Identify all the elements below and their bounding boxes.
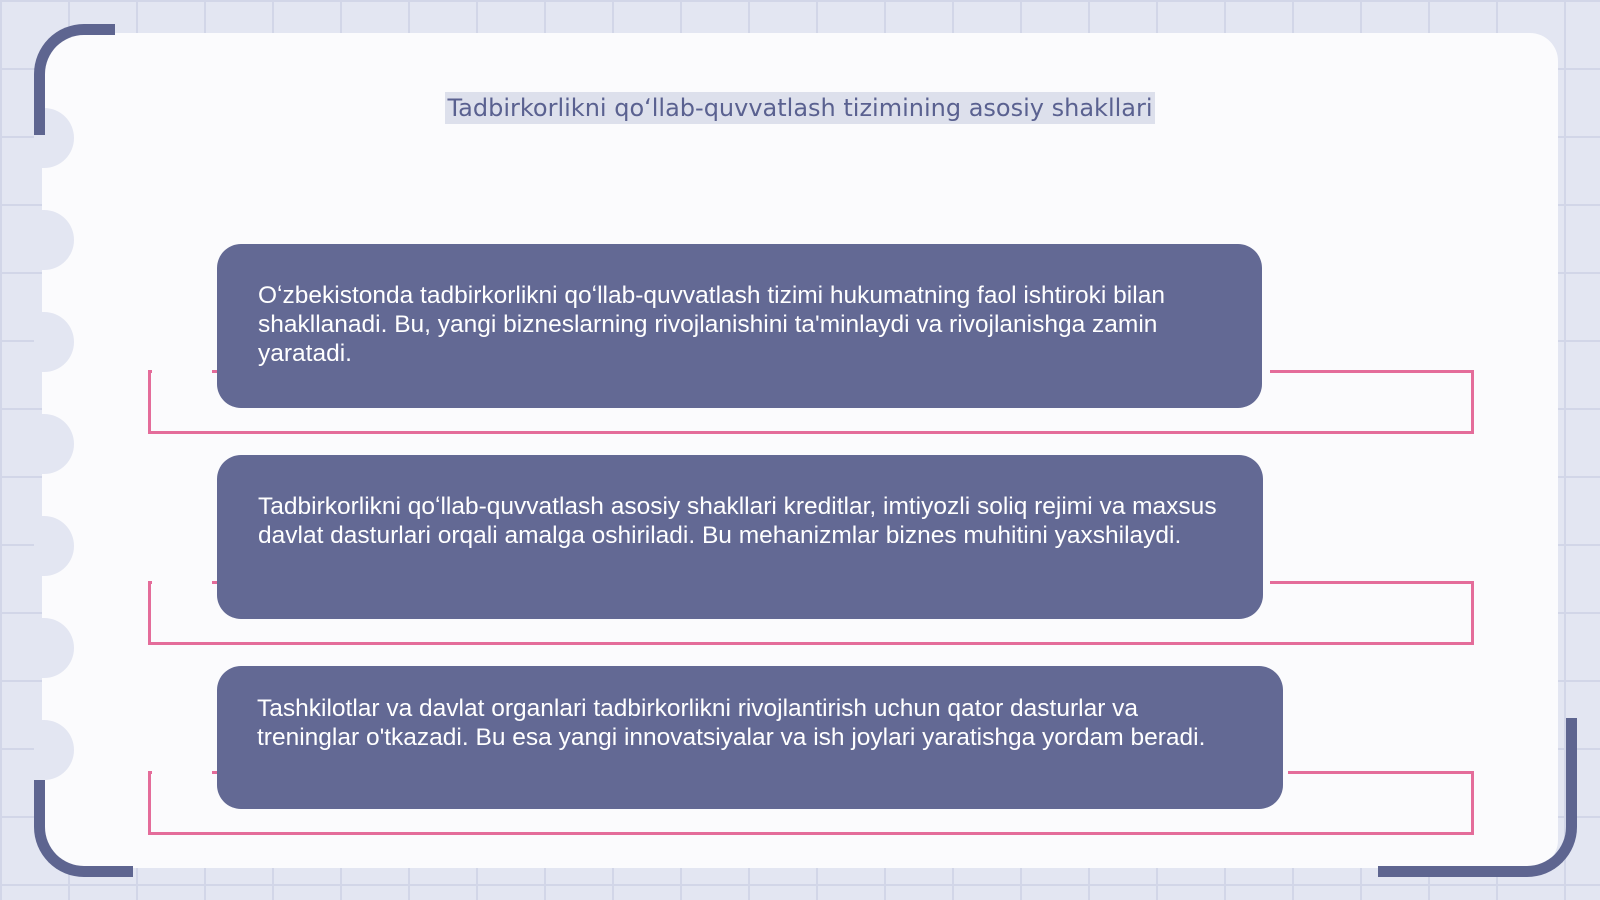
frame-gap — [152, 767, 212, 777]
info-card-text: Tashkilotlar va davlat organlari tadbirkorlikni rivojlantirish uchun qator dasturlar va treninglar o'tkazadi. Bu esa yangi innovatsiyalar va ish joylari yaratishga yordam beradi. — [257, 695, 1206, 751]
slide-title: Tadbirkorlikni qoʻllab-quvvatlash tizimining asosiy shakllari — [447, 94, 1153, 122]
corner-bracket-bottom-left — [34, 780, 133, 877]
frame-gap — [152, 577, 212, 587]
info-card — [217, 455, 1263, 619]
frame-gap — [152, 366, 212, 376]
slide-title-container — [0, 94, 1600, 122]
info-card — [217, 244, 1262, 408]
frame-gap — [1262, 577, 1270, 587]
info-card — [217, 666, 1283, 809]
info-card-text: Tadbirkorlikni qoʻllab-quvvatlash asosiy shakllari kreditlar, imtiyozli soliq rejimi va maxsus davlat dasturlari orqali amalga oshiriladi. Bu mehanizmlar biznes muhitini yaxshilaydi. — [258, 493, 1217, 549]
info-card-text: Oʻzbekistonda tadbirkorlikni qoʻllab-quvvatlash tizimi hukumatning faol ishtiroki bilan shakllanadi. Bu, yangi bizneslarning rivojlanishini ta'minlaydi va rivojlanishga zamin yaratadi. — [258, 282, 1165, 367]
frame-gap — [1262, 366, 1270, 376]
